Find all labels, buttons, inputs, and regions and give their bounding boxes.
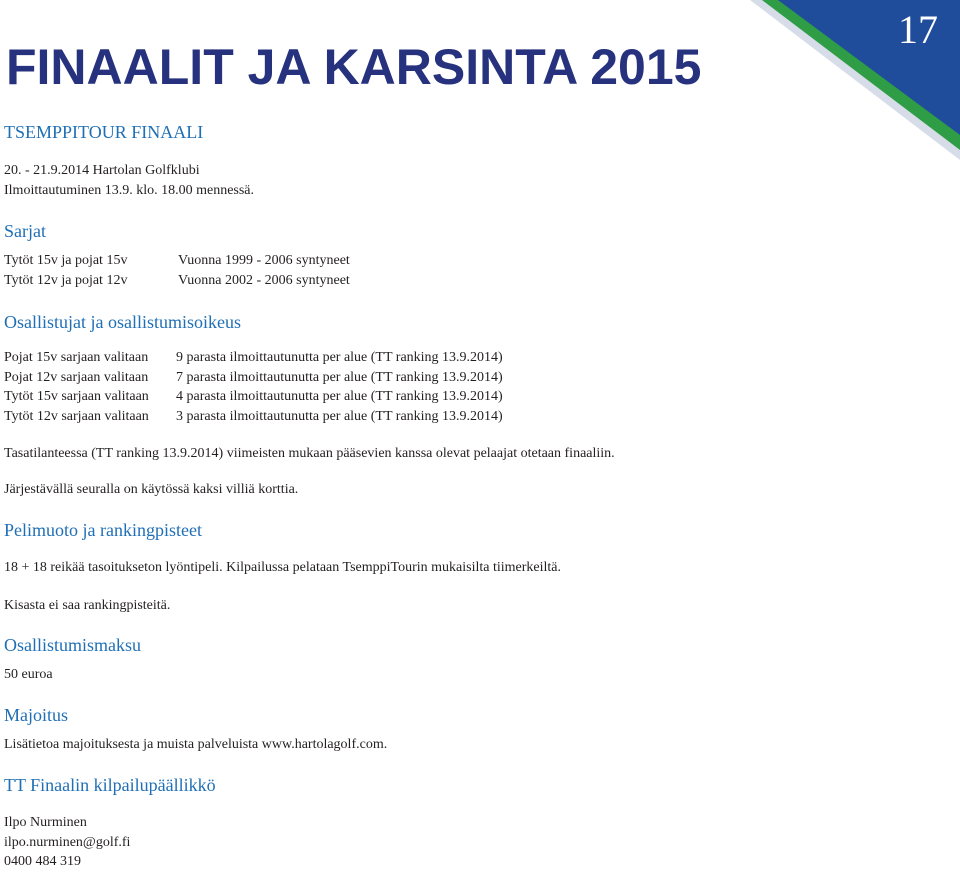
page-number: 17 [898,7,938,52]
osallistujat-row-name: Pojat 15v sarjaan valitaan [4,350,149,365]
heading-majoitus: Majoitus [4,705,69,725]
tiebreak-note: Tasatilanteessa (TT ranking 13.9.2014) viimeisten mukaan pääsevien kanssa olevat pelaajat otetaan finaaliin. [4,446,615,461]
heading-tsemppitour-finaali: TSEMPPITOUR FINAALI [4,122,204,142]
contact-name: Ilpo Nurminen [4,815,87,830]
heading-osallistujat: Osallistujat ja osallistumisoikeus [4,312,241,332]
contact-phone: 0400 484 319 [4,854,81,869]
sarjat-row-name: Tytöt 12v ja pojat 12v [4,272,128,288]
event-info [4,161,254,200]
osallistujat-row-desc: 3 parasta ilmoittautunutta per alue (TT ranking 13.9.2014) [176,408,503,424]
osallistujat-row-name: Tytöt 12v sarjaan valitaan [4,408,149,424]
event-registration: Ilmoittautuminen 13.9. klo. 18.00 mennessä. [4,182,255,198]
contact-block [4,813,130,872]
heading-kilpailupaallikko: TT Finaalin kilpailupäällikkö [4,775,216,795]
sarjat-row-desc: Vuonna 1999 - 2006 syntyneet [178,253,350,268]
wildcard-note: Järjestävällä seuralla on käytössä kaksi villiä korttia. [4,482,299,497]
osallistujat-row-name: Pojat 12v sarjaan valitaan [4,369,149,385]
page-title: FINAALIT JA KARSINTA 2015 [6,39,702,95]
heading-osallistumismaksu: Osallistumismaksu [4,635,142,655]
osallistujat-row-desc: 4 parasta ilmoittautunutta per alue (TT ranking 13.9.2014) [176,389,503,404]
fee-value: 50 euroa [4,667,53,682]
pelimuoto-format: 18 + 18 reikää tasoitukseton lyöntipeli. Kilpailussa pelataan TsemppiTourin mukaisilta tiimerkeiltä. [4,560,562,575]
sarjat-row-name: Tytöt 15v ja pojat 15v [4,253,128,268]
sarjat-table [4,251,350,290]
osallistujat-row-desc: 9 parasta ilmoittautunutta per alue (TT ranking 13.9.2014) [176,350,503,365]
osallistujat-row-desc: 7 parasta ilmoittautunutta per alue (TT ranking 13.9.2014) [176,369,503,385]
heading-sarjat: Sarjat [4,221,46,241]
sarjat-row-desc: Vuonna 2002 - 2006 syntyneet [178,272,350,288]
heading-pelimuoto: Pelimuoto ja rankingpisteet [4,520,202,540]
contact-email[interactable]: ilpo.nurminen@golf.fi [4,834,131,850]
pelimuoto-ranking-note: Kisasta ei saa rankingpisteitä. [4,598,171,613]
event-date-location: 20. - 21.9.2014 Hartolan Golfklubi [4,163,200,178]
majoitus-info: Lisätietoa majoituksesta ja muista palveluista www.hartolagolf.com. [4,737,388,752]
osallistujat-row-name: Tytöt 15v sarjaan valitaan [4,389,149,404]
osallistujat-table [4,348,503,426]
